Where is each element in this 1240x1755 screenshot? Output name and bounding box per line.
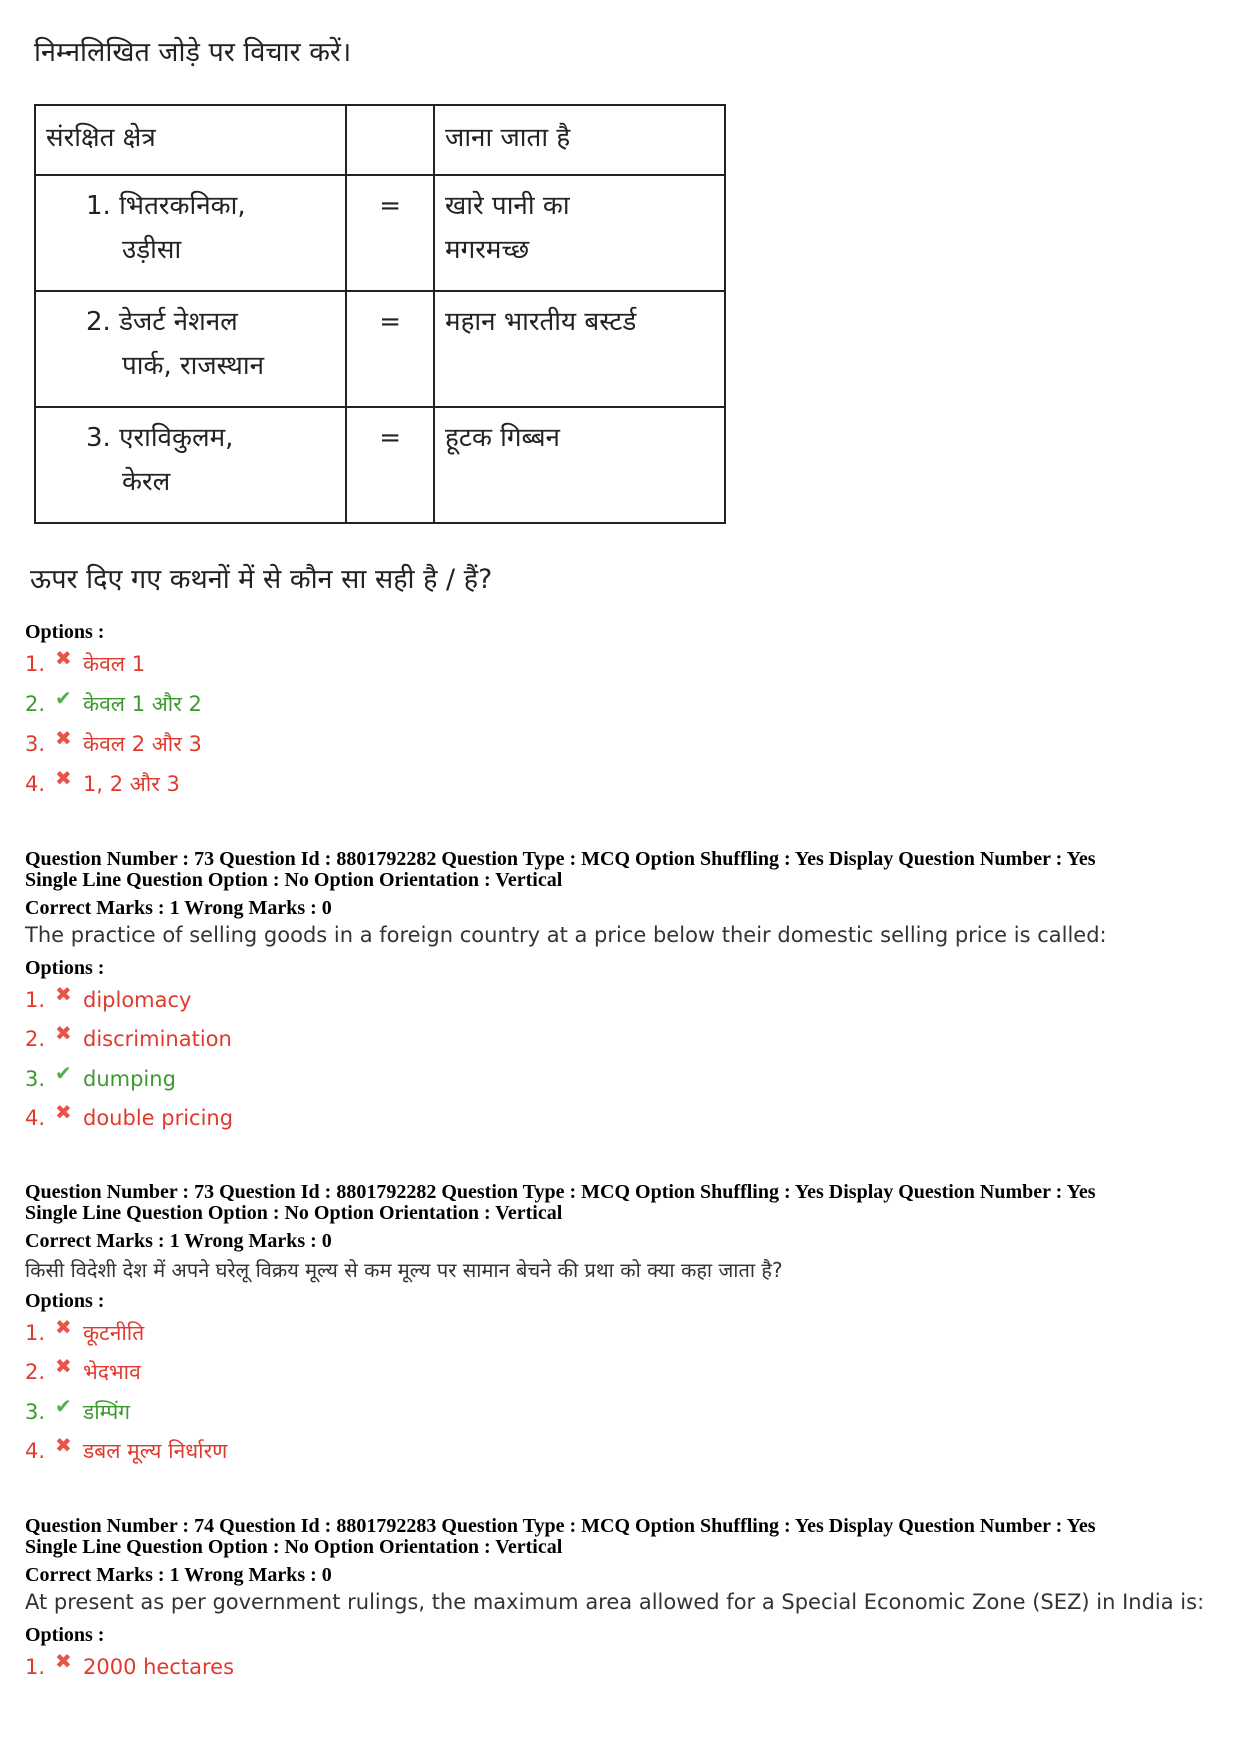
marks-line: Correct Marks : 1 Wrong Marks : 0: [25, 897, 332, 919]
options-label: Options :: [25, 1290, 105, 1312]
option-1: 1. ✖ diplomacy: [25, 982, 192, 1012]
cross-icon: ✖: [55, 1354, 72, 1378]
option-2: 2. ✖ भेदभाव: [25, 1354, 141, 1384]
marks-line: Correct Marks : 1 Wrong Marks : 0: [25, 1230, 332, 1252]
option-4: 4. ✖ डबल मूल्य निर्धारण: [25, 1433, 228, 1463]
options-label: Options :: [25, 957, 105, 979]
cross-icon: ✖: [55, 766, 72, 790]
question-text: किसी विदेशी देश में अपने घरेलू विक्रय मूल्य से कम मूल्य पर सामान बेचने की प्रथा को क्या कहा जाता है?: [25, 1258, 783, 1282]
table-row: [35, 407, 725, 523]
option-2: 2. ✔ केवल 1 और 2: [25, 686, 202, 716]
area-name: 3. एराविकुलम,: [86, 423, 234, 453]
question-meta-line2: Single Line Question Option : No Option Orientation : Vertical: [25, 1202, 563, 1224]
protected-areas-table: [34, 104, 726, 524]
option-1: 1. ✖ कूटनीति: [25, 1315, 145, 1345]
cross-icon: ✖: [55, 1021, 72, 1045]
area-name: 1. भितरकनिका,: [86, 191, 246, 221]
area-name: 2. डेजर्ट नेशनल: [86, 307, 238, 337]
known-for-text: महान भारतीय बस्टर्ड: [445, 307, 637, 337]
options-label: Options :: [25, 1624, 105, 1646]
option-2: 2. ✖ discrimination: [25, 1021, 232, 1051]
check-icon: ✔: [55, 686, 72, 710]
option-1: 1. ✖ 2000 hectares: [25, 1649, 235, 1679]
question-text: At present as per government rulings, the maximum area allowed for a Special Economic Zone (SEZ) in India is:: [25, 1590, 1205, 1614]
option-3: 3. ✔ डम्पिंग: [25, 1394, 131, 1424]
known-for-text: हूटक गिब्बन: [445, 423, 560, 453]
question-meta-line1: Question Number : 74 Question Id : 8801792283 Question Type : MCQ Option Shuffling : Yes Display Question Number : Yes: [25, 1515, 1096, 1537]
question-meta-line2: Single Line Question Option : No Option Orientation : Vertical: [25, 869, 563, 891]
table-row: [35, 291, 725, 407]
table-row: [35, 175, 725, 291]
header-known-for: जाना जाता है: [445, 123, 571, 153]
cross-icon: ✖: [55, 1433, 72, 1457]
pairs-intro: निम्नलिखित जोड़े पर विचार करें।: [34, 37, 352, 68]
check-icon: ✔: [55, 1394, 72, 1418]
question-meta-line1: Question Number : 73 Question Id : 8801792282 Question Type : MCQ Option Shuffling : Yes Display Question Number : Yes: [25, 848, 1096, 870]
question-meta-line1: Question Number : 73 Question Id : 8801792282 Question Type : MCQ Option Shuffling : Yes Display Question Number : Yes: [25, 1181, 1096, 1203]
question-text: The practice of selling goods in a foreign country at a price below their domestic selling price is called:: [25, 923, 1107, 947]
area-state: उड़ीसा: [122, 235, 182, 265]
check-icon: ✔: [55, 1061, 72, 1085]
known-for-text: खारे पानी का: [445, 191, 570, 221]
q72-question: ऊपर दिए गए कथनों में से कौन सा सही है / हैं?: [30, 564, 493, 595]
option-4: 4. ✖ 1, 2 और 3: [25, 766, 180, 796]
cross-icon: ✖: [55, 982, 72, 1006]
equals-sign: =: [379, 307, 402, 337]
header-protected-area: संरक्षित क्षेत्र: [46, 123, 156, 153]
marks-line: Correct Marks : 1 Wrong Marks : 0: [25, 1564, 332, 1586]
cross-icon: ✖: [55, 1315, 72, 1339]
option-3: 3. ✖ केवल 2 और 3: [25, 726, 202, 756]
equals-sign: =: [379, 423, 402, 453]
option-4: 4. ✖ double pricing: [25, 1100, 234, 1130]
cross-icon: ✖: [55, 646, 72, 670]
cross-icon: ✖: [55, 726, 72, 750]
known-for-text-cont: मगरमच्छ: [445, 235, 530, 265]
options-label: Options :: [25, 621, 105, 643]
area-state: केरल: [122, 467, 171, 497]
cross-icon: ✖: [55, 1649, 72, 1673]
question-meta-line2: Single Line Question Option : No Option Orientation : Vertical: [25, 1536, 563, 1558]
equals-sign: =: [379, 191, 402, 221]
option-3: 3. ✔ dumping: [25, 1061, 176, 1091]
cross-icon: ✖: [55, 1100, 72, 1124]
header-blank: [347, 106, 433, 120]
area-state: पार्क, राजस्थान: [122, 351, 265, 381]
option-1: 1. ✖ केवल 1: [25, 646, 146, 676]
table-header-row: [35, 105, 725, 175]
